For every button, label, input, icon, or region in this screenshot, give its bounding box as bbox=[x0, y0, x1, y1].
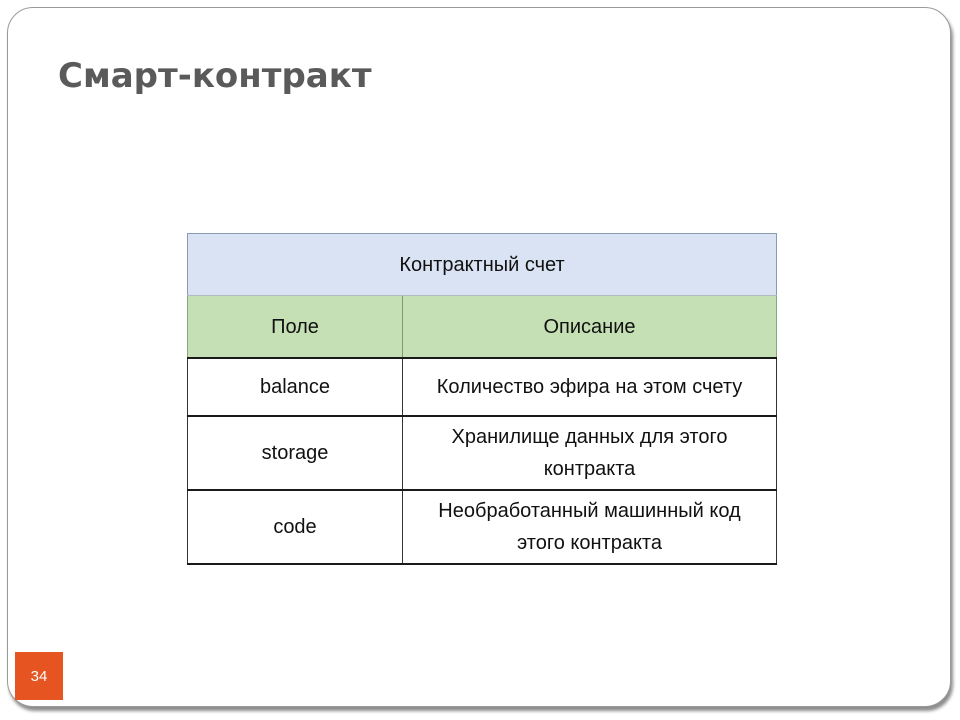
table-row bbox=[188, 490, 777, 564]
contract-account-table-wrap bbox=[187, 233, 776, 565]
description-cell: Хранилище данных для этого контракта bbox=[403, 416, 777, 490]
column-header-field: Поле bbox=[188, 296, 403, 359]
table-row bbox=[188, 358, 777, 416]
table-caption: Контрактный счет bbox=[188, 234, 777, 296]
table-header-row bbox=[188, 296, 777, 359]
column-header-description: Описание bbox=[403, 296, 777, 359]
table-row bbox=[188, 416, 777, 490]
slide-title: Смарт-контракт bbox=[58, 56, 372, 96]
table-caption-row bbox=[188, 234, 777, 296]
description-cell: Количество эфира на этом счету bbox=[403, 358, 777, 416]
field-cell: storage bbox=[188, 416, 403, 490]
contract-account-table bbox=[187, 233, 777, 565]
field-cell: code bbox=[188, 490, 403, 564]
page-number-badge: 34 bbox=[15, 652, 63, 700]
field-cell: balance bbox=[188, 358, 403, 416]
description-cell: Необработанный машинный код этого контракта bbox=[403, 490, 777, 564]
